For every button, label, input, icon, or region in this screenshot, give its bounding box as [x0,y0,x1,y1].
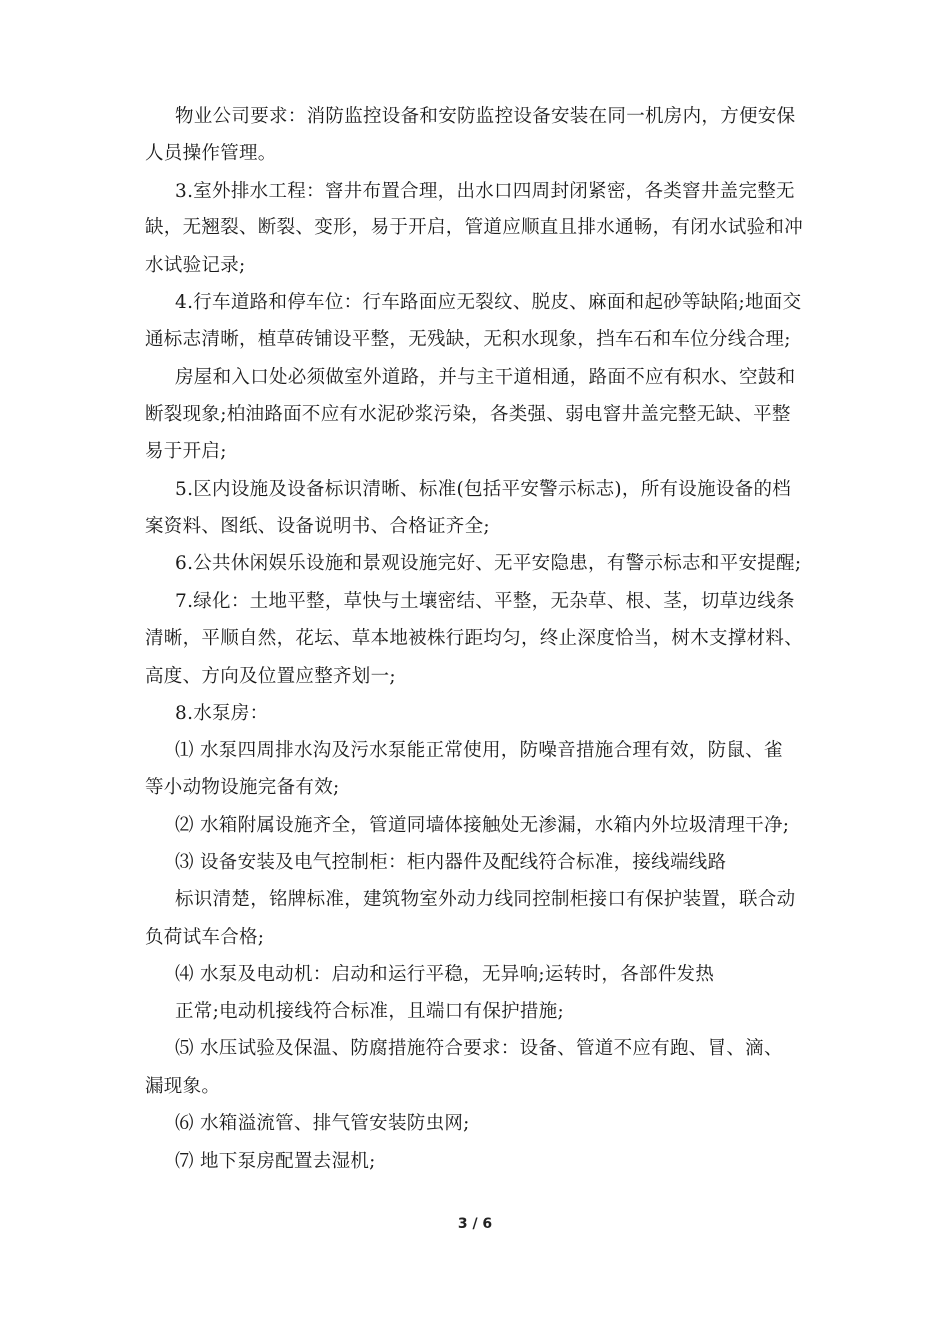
body-line: 案资料、图纸、设备说明书、合格证齐全; [145,516,490,537]
body-line: 人员操作管理。 [145,143,277,164]
body-line: 漏现象。 [145,1076,221,1097]
body-line: 6.公共休闲娱乐设施和景观设施完好、无平安隐患，有警示标志和平安提醒; [175,553,802,574]
body-line: ⑺ 地下泵房配置去湿机; [175,1151,376,1172]
body-line: 房屋和入口处必须做室外道路，并与主干道相通，路面不应有积水、空鼓和 [175,367,796,388]
body-line: 3.室外排水工程：窨井布置合理，出水口四周封闭紧密，各类窨井盖完整无 [175,181,795,202]
body-line: ⑹ 水箱溢流管、排气管安装防虫网; [175,1113,470,1134]
body-line: 高度、方向及位置应整齐划一; [145,666,396,687]
page-number: 3 / 6 [457,1216,493,1232]
body-line: 5.区内设施及设备标识清晰、标准(包括平安警示标志)，所有设施设备的档 [175,479,792,500]
body-line: ⑴ 水泵四周排水沟及污水泵能正常使用，防噪音措施合理有效，防鼠、雀 [175,740,783,761]
body-line: ⑸ 水压试验及保温、防腐措施符合要求：设备、管道不应有跑、冒、滴、 [175,1038,783,1059]
body-line: 清晰，平顺自然，花坛、草本地被株行距均匀，终止深度恰当，树木支撑材料、 [145,628,804,649]
body-line: 断裂现象;柏油路面不应有水泥砂浆污染，各类强、弱电窨井盖完整无缺、平整 [145,404,791,425]
body-line: 正常;电动机接线符合标准，且端口有保护措施; [175,1001,565,1022]
body-line: 负荷试车合格; [145,927,265,948]
body-line: ⑶ 设备安装及电气控制柜：柜内器件及配线符合标准，接线端线路 [175,852,727,873]
body-line: 7.绿化：土地平整，草快与土壤密结、平整，无杂草、根、茎，切草边线条 [175,591,795,612]
body-line: 标识清楚，铭牌标准，建筑物室外动力线同控制柜接口有保护装置，联合动 [175,889,796,910]
body-line: 通标志清晰，植草砖铺设平整，无残缺，无积水现象，挡车石和车位分线合理; [145,329,791,350]
body-line: ⑷ 水泵及电动机：启动和运行平稳，无异响;运转时，各部件发热 [175,964,715,985]
body-line: 8.水泵房： [175,703,269,724]
body-line: 4.行车道路和停车位：行车路面应无裂纹、脱皮、麻面和起砂等缺陷;地面交 [175,292,802,313]
body-line: 物业公司要求：消防监控设备和安防监控设备安装在同一机房内，方便安保 [175,106,796,127]
body-line: 缺，无翘裂、断裂、变形，易于开启，管道应顺直且排水通畅，有闭水试验和冲 [145,217,804,238]
body-line: ⑵ 水箱附属设施齐全，管道同墙体接触处无渗漏，水箱内外垃圾清理干净; [175,815,790,836]
body-line: 等小动物设施完备有效; [145,777,340,798]
body-line: 水试验记录; [145,255,246,276]
body-line: 易于开启; [145,441,227,462]
